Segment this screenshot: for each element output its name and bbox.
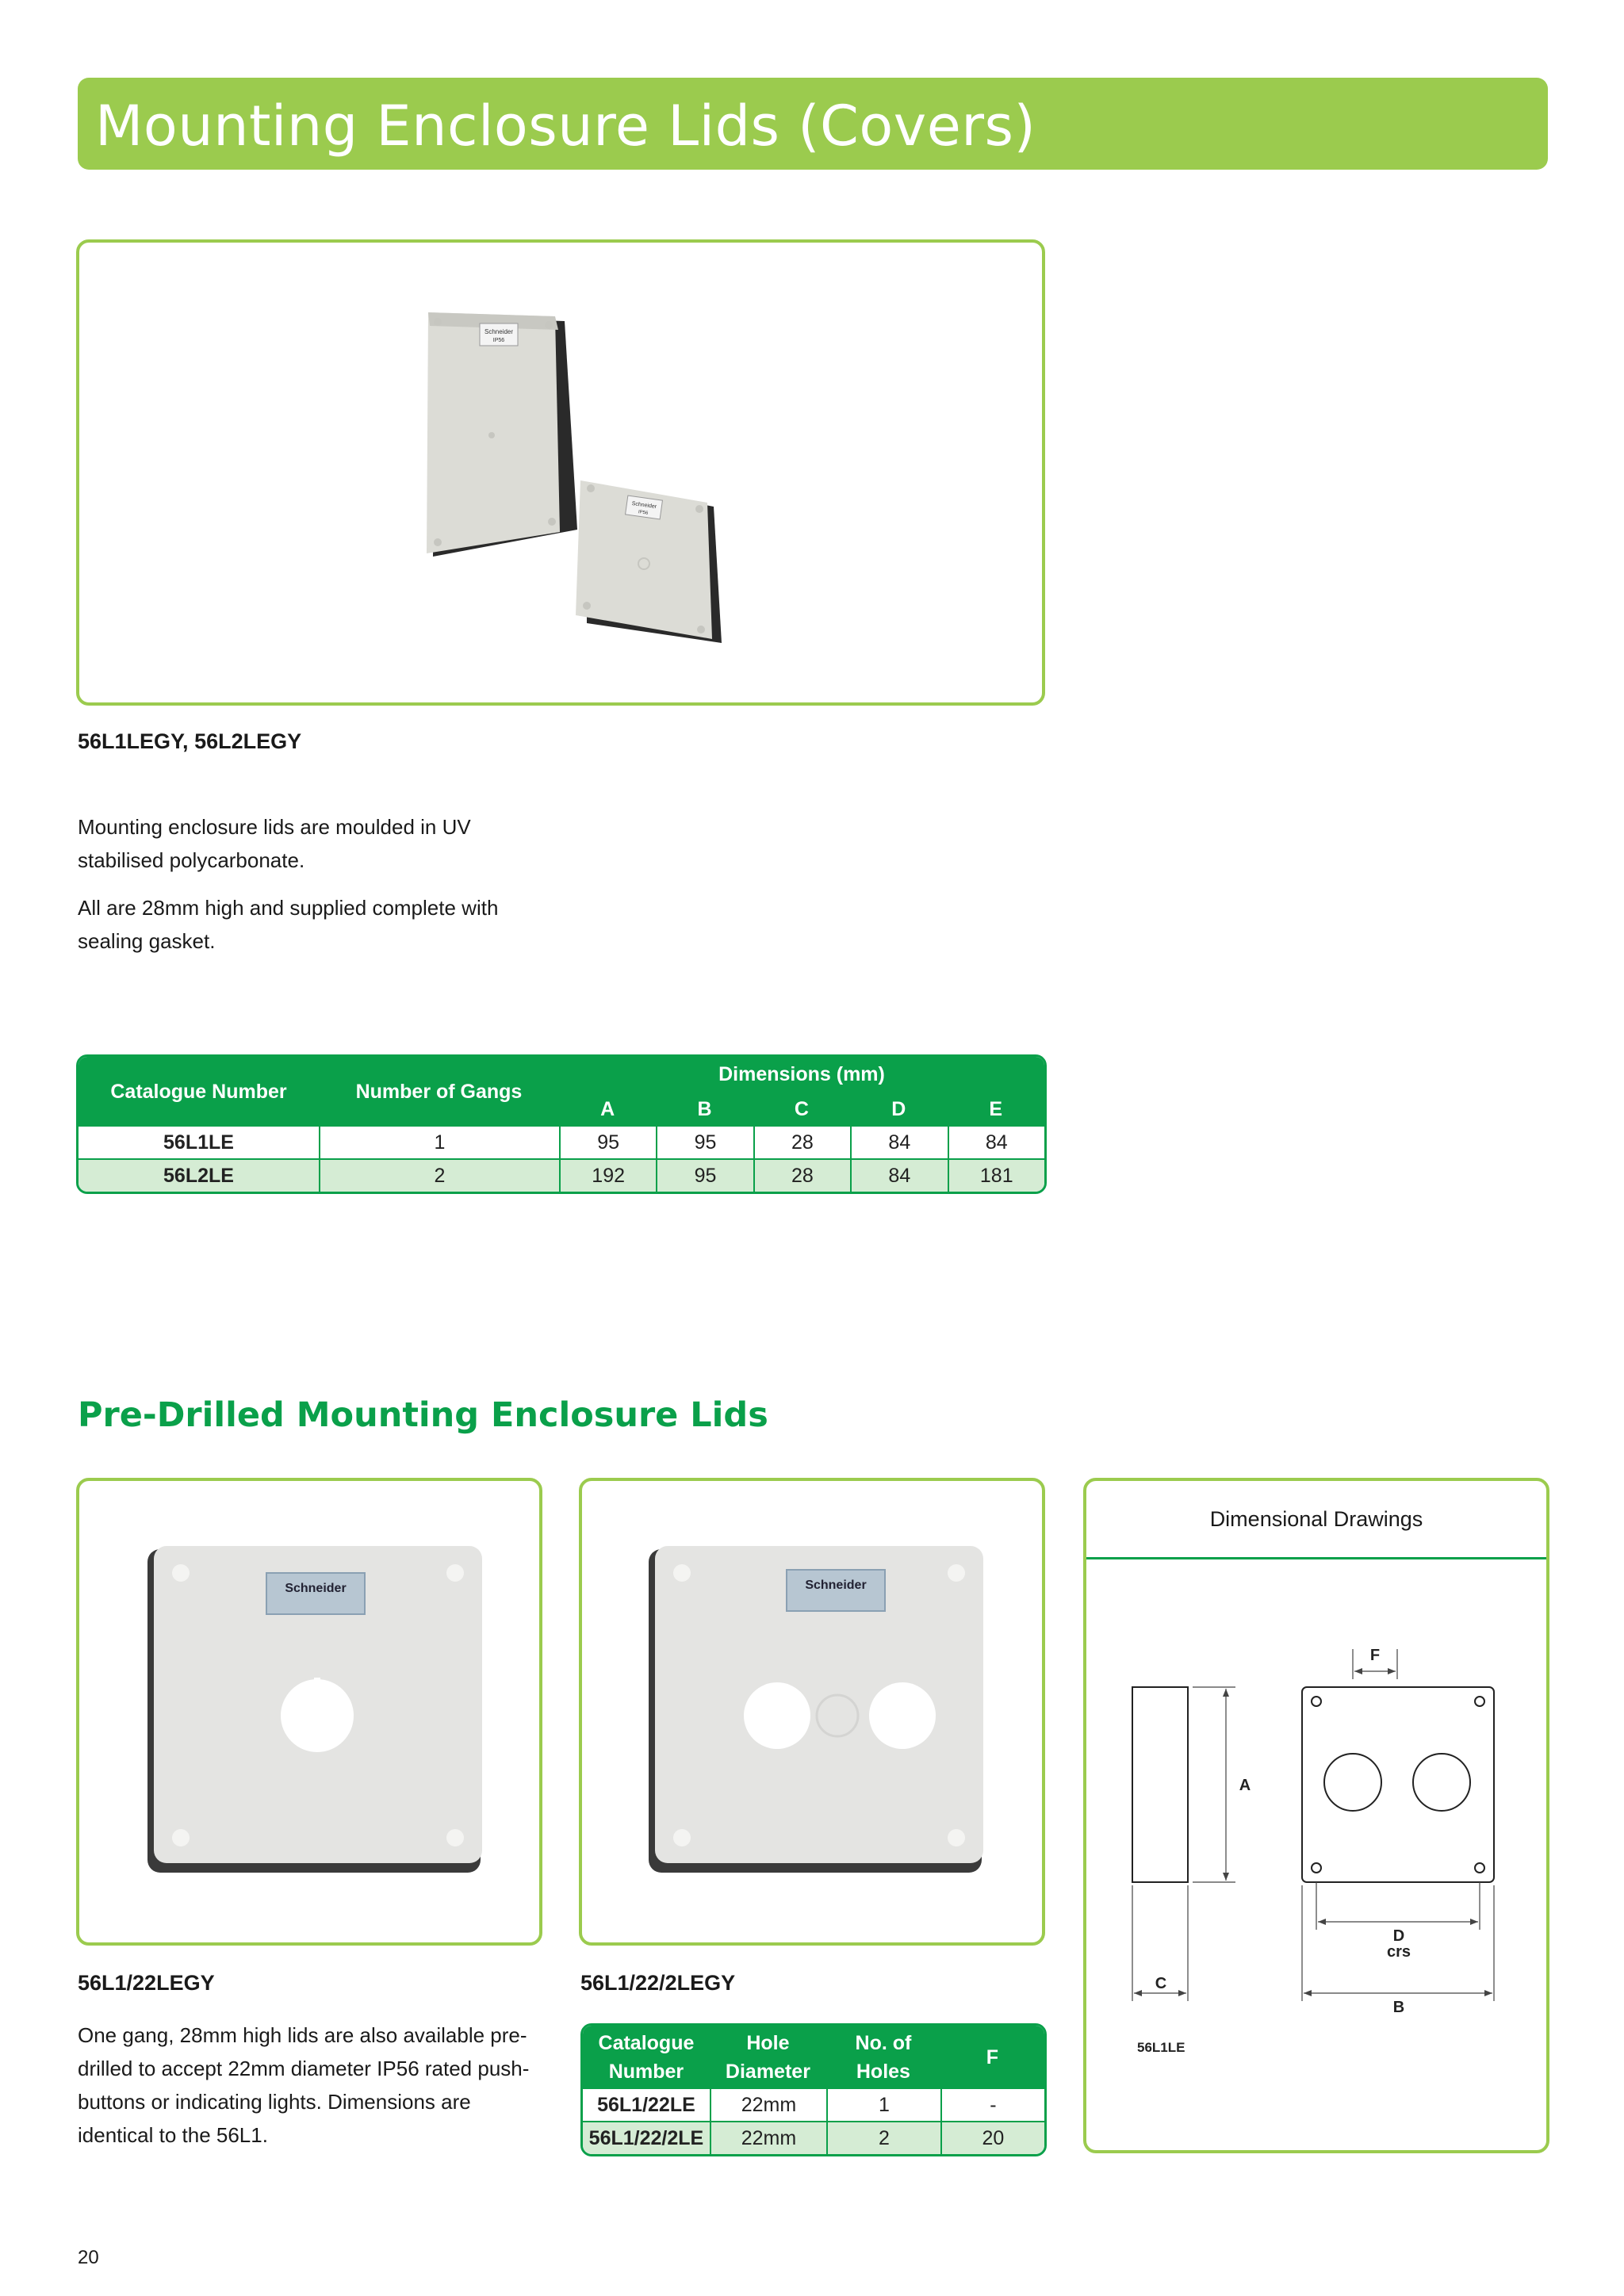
cell-dim-e: 181	[948, 1160, 1044, 1192]
product-photo-frame	[76, 239, 1045, 706]
dim-label-f: F	[1369, 1647, 1381, 1664]
cell-dim-e: 84	[948, 1127, 1044, 1160]
table-row	[79, 1127, 1044, 1160]
dim-label-a: A	[1239, 1777, 1251, 1794]
page-header-banner	[78, 78, 1548, 170]
section1-description	[78, 810, 553, 972]
section2-heading: Pre-Drilled Mounting Enclosure Lids	[78, 1395, 768, 1435]
dim-label-b: B	[1392, 1999, 1405, 2016]
cell-hole-diameter: 22mm	[710, 2089, 826, 2122]
svg-text:Schneider: Schneider	[805, 1578, 867, 1592]
two-hole-lid-photo	[582, 1481, 1042, 1942]
cell-dim-c: 28	[753, 1160, 850, 1192]
dimension-drawing	[1086, 1560, 1546, 2147]
header-dim-a: A	[559, 1092, 656, 1127]
predrilled-table-wrapper	[580, 2023, 1047, 2156]
drawing-panel-header	[1086, 1481, 1546, 1559]
cell-no-of-holes: 2	[826, 2122, 940, 2154]
two-hole-photo-frame	[579, 1478, 1045, 1946]
cell-hole-diameter: 22mm	[710, 2122, 826, 2154]
cell-dim-d: 84	[850, 1160, 947, 1192]
cell-catalogue: 56L2LE	[79, 1160, 319, 1192]
drawing-panel-title: Dimensional Drawings	[1209, 1506, 1423, 1531]
cell-dim-b: 95	[656, 1127, 753, 1160]
svg-text:Schneider: Schneider	[631, 500, 657, 511]
header-dim-b: B	[656, 1092, 753, 1127]
header-catalogue-number: Catalogue Number	[79, 1057, 319, 1127]
cell-catalogue: 56L1/22/2LE	[583, 2122, 710, 2154]
cell-dim-c: 28	[753, 1127, 850, 1160]
dimensions-table-wrapper	[76, 1054, 1047, 1194]
section2-description	[78, 2019, 546, 2166]
cell-f: -	[940, 2089, 1044, 2122]
square-lid-image	[576, 480, 722, 643]
cell-dim-d: 84	[850, 1127, 947, 1160]
header-f: F	[940, 2026, 1044, 2089]
dimensions-table	[76, 1054, 1047, 1194]
description-paragraph: One gang, 28mm high lids are also available pre-drilled to accept 22mm diameter IP56 rated push- buttons or indicating lights. Dimensions are identical to the 56L1.	[78, 2023, 530, 2147]
cell-gangs: 2	[319, 1160, 559, 1192]
cell-dim-a: 192	[559, 1160, 656, 1192]
cell-no-of-holes: 1	[826, 2089, 940, 2122]
cell-catalogue: 56L1/22LE	[583, 2089, 710, 2122]
header-catalogue-number: Catalogue Number	[583, 2026, 710, 2089]
header-no-of-holes: No. of Holes	[826, 2026, 940, 2089]
cell-f: 20	[940, 2122, 1044, 2154]
page-title: Mounting Enclosure Lids (Covers)	[95, 94, 1036, 159]
dim-label-d: D	[1392, 1927, 1405, 1945]
svg-text:IP56: IP56	[492, 338, 505, 343]
predrilled-table	[580, 2023, 1047, 2156]
table-row	[583, 2089, 1044, 2122]
svg-text:Schneider: Schneider	[484, 328, 514, 335]
cell-dim-b: 95	[656, 1160, 753, 1192]
header-dim-e: E	[948, 1092, 1044, 1127]
tall-lid-image	[427, 312, 577, 557]
dim-label-crs: crs	[1386, 1943, 1411, 1961]
section1-caption: 56L1LEGY, 56L2LEGY	[78, 729, 302, 753]
dimensional-drawings-panel	[1083, 1478, 1549, 2153]
dim-label-c: C	[1155, 1975, 1167, 1992]
one-gang-lid-photo	[79, 1481, 539, 1942]
table-row	[79, 1160, 1044, 1192]
table-row	[583, 2122, 1044, 2154]
cell-catalogue: 56L1LE	[79, 1127, 319, 1160]
description-paragraph: Mounting enclosure lids are moulded in UV stabilised polycarbonate.	[78, 815, 471, 872]
header-dim-c: C	[753, 1092, 850, 1127]
description-paragraph: All are 28mm high and supplied complete with sealing gasket.	[78, 896, 499, 953]
enclosure-lids-photo	[79, 243, 1042, 702]
header-dim-d: D	[850, 1092, 947, 1127]
page-number: 20	[78, 2247, 99, 2268]
header-number-of-gangs: Number of Gangs	[319, 1057, 559, 1127]
two-hole-caption: 56L1/22/2LEGY	[580, 1971, 736, 1995]
drawing-model-label: 56L1LE	[1137, 2040, 1185, 2055]
svg-text:IP56: IP56	[638, 510, 649, 516]
cell-gangs: 1	[319, 1127, 559, 1160]
svg-text:Schneider: Schneider	[285, 1582, 347, 1595]
header-hole-diameter: Hole Diameter	[710, 2026, 826, 2089]
one-gang-photo-frame	[76, 1478, 542, 1946]
header-dimensions: Dimensions (mm)	[559, 1057, 1044, 1092]
cell-dim-a: 95	[559, 1127, 656, 1160]
one-gang-caption: 56L1/22LEGY	[78, 1971, 215, 1995]
